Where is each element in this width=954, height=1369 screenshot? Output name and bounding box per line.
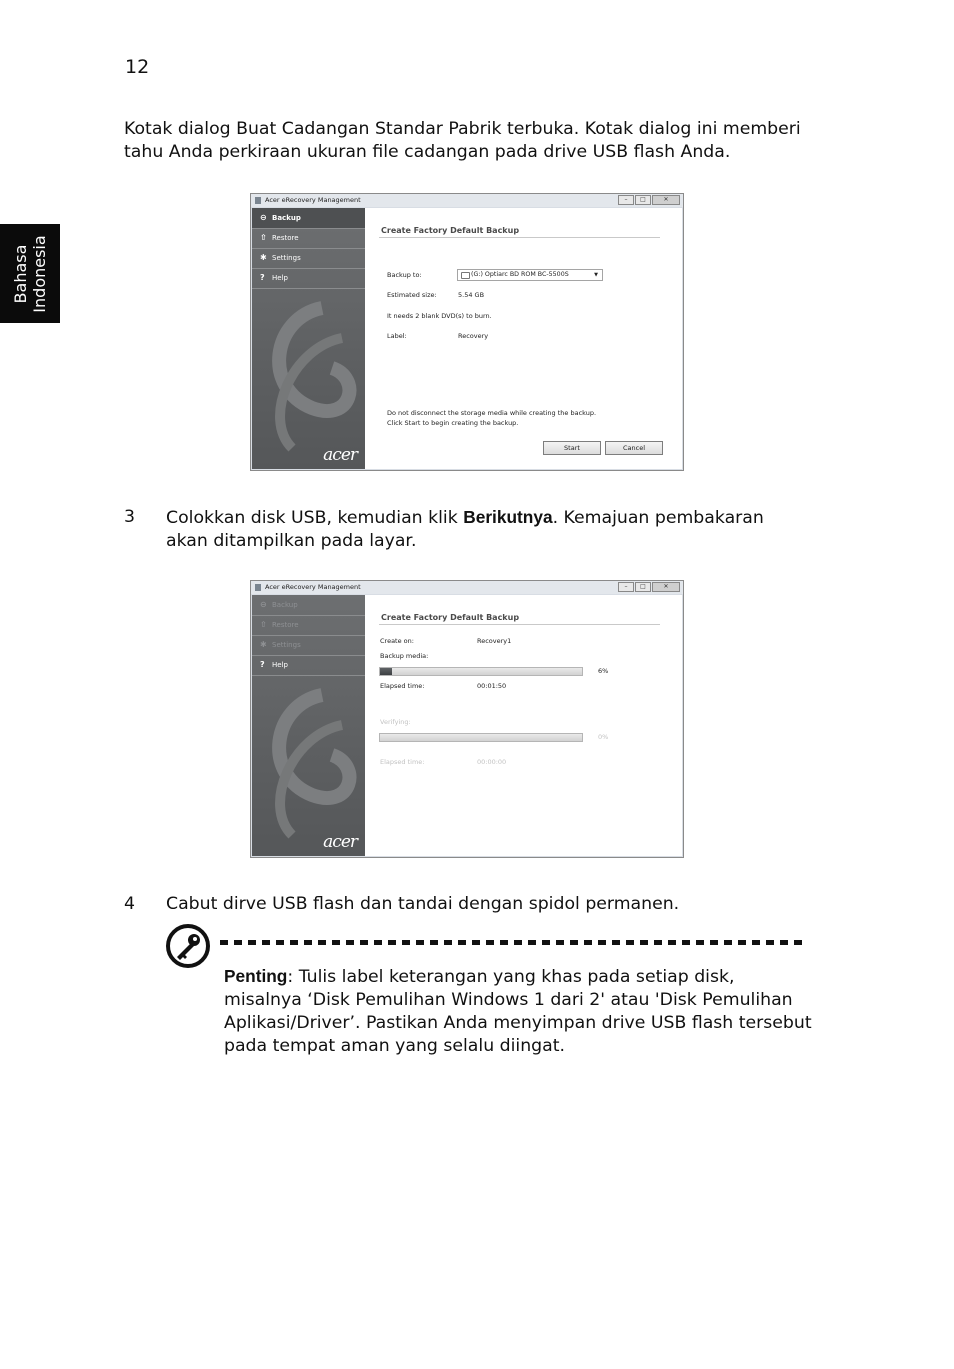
sidebar-item-label: Restore	[272, 621, 299, 629]
app-icon	[255, 197, 261, 204]
sidebar-item-label: Restore	[272, 234, 299, 242]
panel-heading: Create Factory Default Backup	[381, 226, 520, 235]
acer-logo: acer	[323, 445, 357, 465]
content-panel	[365, 595, 682, 856]
estimated-size-label: Estimated size:	[387, 291, 437, 299]
sidebar-item-label: Help	[272, 661, 288, 669]
erecovery-window-backup	[250, 193, 684, 471]
step-3-text-before: Colokkan disk USB, kemudian klik	[166, 508, 464, 528]
note-text: : Tulis label keterangan yang khas pada setiap disk, misalnya ‘Disk Pemulihan Windows 1 dari 2' atau 'Disk Pemulihan Aplikasi/Driver’. Pastikan Anda menyimpan drive USB flash tersebut pada tempat aman yang selalu diingat.	[224, 967, 812, 1056]
verify-progress-bar	[379, 733, 583, 742]
heading-divider	[379, 237, 660, 238]
intro-paragraph: Kotak dialog Buat Cadangan Standar Pabrik terbuka. Kotak dialog ini memberi tahu Anda perkiraan ukuran file cadangan pada drive USB flash Anda.	[124, 119, 801, 162]
elapsed-time-2-value: 00:00:00	[477, 758, 507, 766]
backup-to-label: Backup to:	[387, 271, 422, 279]
sidebar-item-label: Backup	[272, 601, 298, 609]
warning-line-1: Do not disconnect the storage media while creating the backup.	[387, 409, 597, 417]
important-note	[224, 965, 814, 1058]
page-number: 12	[125, 56, 150, 78]
help-icon: ?	[260, 273, 265, 282]
needs-dvd-text: It needs 2 blank DVD(s) to burn.	[387, 312, 492, 320]
backup-progress-bar	[379, 667, 583, 676]
step-3-text-after: . Kemajuan pembakaran akan ditampilkan pada layar.	[166, 508, 764, 551]
sidebar-item-backup[interactable]	[252, 595, 365, 616]
sidebar-item-label: Backup	[272, 214, 301, 222]
elapsed-time-value: 00:01:50	[477, 682, 507, 690]
verify-percent: 0%	[598, 733, 609, 741]
backup-icon: ⊖	[260, 213, 267, 222]
step-4-number: 4	[124, 894, 135, 914]
content-panel	[365, 208, 682, 469]
warning-line-2: Click Start to begin creating the backup.	[387, 419, 519, 427]
sidebar-item-restore[interactable]	[252, 228, 365, 249]
sidebar-item-help[interactable]	[252, 268, 365, 289]
close-button[interactable]: ✕	[652, 195, 680, 205]
window-title: Acer eRecovery Management	[265, 583, 361, 591]
label-label: Label:	[387, 332, 407, 340]
panel-heading: Create Factory Default Backup	[381, 613, 520, 622]
note-bold: Penting	[224, 966, 288, 986]
chevron-down-icon: ▼	[594, 272, 598, 278]
start-button[interactable]: Start	[543, 441, 601, 455]
sidebar-item-restore[interactable]	[252, 615, 365, 636]
backup-to-select[interactable]	[457, 269, 603, 281]
sidebar-item-settings[interactable]	[252, 248, 365, 269]
note-divider	[220, 940, 806, 945]
maximize-button[interactable]: □	[635, 195, 651, 205]
sidebar-item-help[interactable]	[252, 655, 365, 676]
step-3-number: 3	[124, 507, 135, 527]
elapsed-time-label: Elapsed time:	[380, 682, 425, 690]
restore-icon: ⇧	[260, 233, 267, 242]
settings-icon: ✱	[260, 253, 267, 262]
create-on-value: Recovery1	[477, 637, 512, 645]
language-side-tab	[0, 224, 60, 323]
estimated-size-value: 5.54 GB	[458, 291, 485, 299]
elapsed-time-2-label: Elapsed time:	[380, 758, 425, 766]
sidebar-item-label: Settings	[272, 641, 301, 649]
help-icon: ?	[260, 660, 265, 669]
backup-media-label: Backup media:	[380, 652, 429, 660]
sidebar	[252, 595, 365, 856]
minimize-button[interactable]: –	[618, 582, 634, 592]
step-3-text	[166, 506, 806, 553]
window-title: Acer eRecovery Management	[265, 196, 361, 204]
window-titlebar	[251, 194, 683, 207]
sidebar-item-backup[interactable]	[252, 208, 365, 229]
backup-progress-fill	[380, 668, 392, 675]
side-tab-line-2: Indonesia	[30, 234, 49, 313]
sidebar-item-settings[interactable]	[252, 635, 365, 656]
minimize-button[interactable]: –	[618, 195, 634, 205]
label-value: Recovery	[458, 332, 489, 340]
heading-divider	[379, 624, 660, 625]
drive-icon	[461, 272, 470, 279]
key-icon	[165, 923, 211, 969]
close-button[interactable]: ✕	[652, 582, 680, 592]
sidebar-item-label: Help	[272, 274, 288, 282]
settings-icon: ✱	[260, 640, 267, 649]
backup-to-value: (G:) Optiarc BD ROM BC-5500S	[471, 271, 569, 278]
backup-icon: ⊖	[260, 600, 267, 609]
step-4-text: Cabut dirve USB flash dan tandai dengan spidol permanen.	[166, 894, 680, 914]
app-icon	[255, 584, 261, 591]
maximize-button[interactable]: □	[635, 582, 651, 592]
cancel-button[interactable]: Cancel	[605, 441, 663, 455]
step-3-bold: Berikutnya	[463, 507, 553, 527]
sidebar-item-label: Settings	[272, 254, 301, 262]
window-titlebar	[251, 581, 683, 594]
erecovery-window-progress	[250, 580, 684, 858]
acer-logo: acer	[323, 832, 357, 852]
restore-icon: ⇧	[260, 620, 267, 629]
verifying-label: Verifying:	[380, 718, 411, 726]
backup-percent: 6%	[598, 667, 609, 675]
sidebar	[252, 208, 365, 469]
side-tab-line-1: Bahasa	[11, 244, 30, 303]
create-on-label: Create on:	[380, 637, 414, 645]
